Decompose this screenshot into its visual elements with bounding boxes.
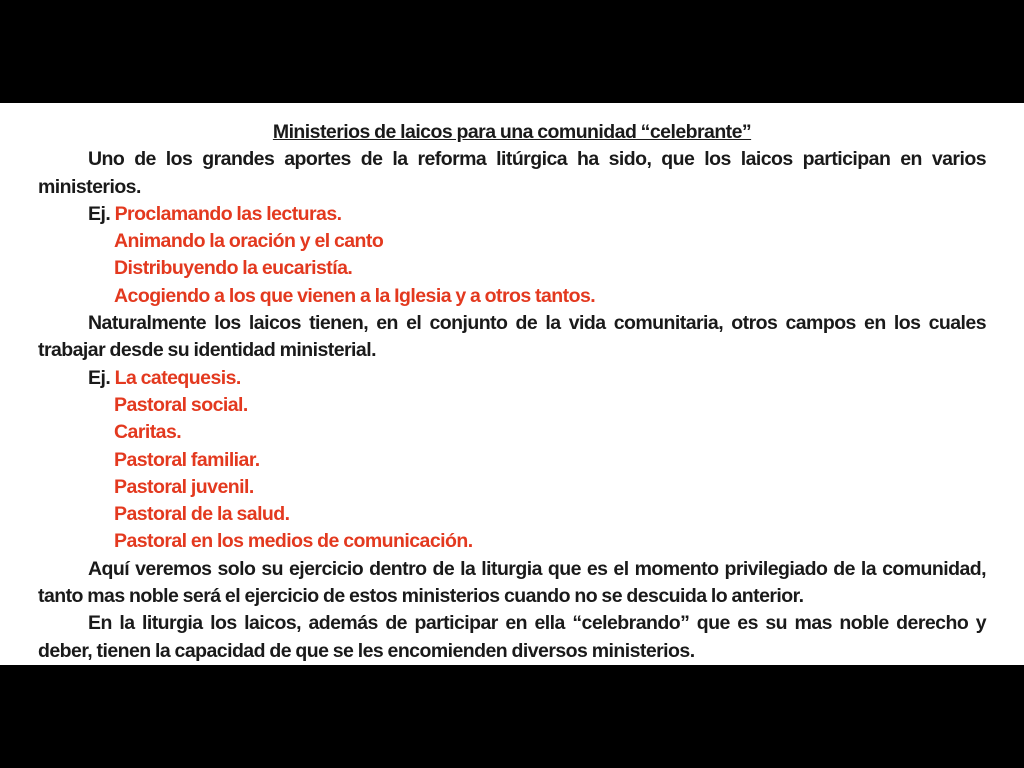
paragraph-intro: Uno de los grandes aportes de la reforma litúrgica ha sido, que los laicos participan en varios ministerios. (38, 148, 986, 198)
slide-page (0, 103, 1024, 665)
example-item: Pastoral social. (114, 393, 248, 416)
example-item: Proclamando las lecturas. (114, 202, 342, 225)
example-item: Pastoral en los medios de comunicación. (114, 530, 473, 553)
example-item: Pastoral de la salud. (114, 503, 290, 526)
paragraph-other-fields: Naturalmente los laicos tienen, en el conjunto de la vida comunitaria, otros campos en los cuales trabajar desde su identidad ministerial. (38, 312, 986, 362)
example-item: Animando la oración y el canto (114, 230, 384, 253)
example-line-2 (38, 365, 986, 392)
paragraph-ministries: En la liturgia los laicos, además de participar en ella “celebrando” que es su mas noble derecho y deber, tienen la capacidad de que se les encomienden diversos ministerios. (38, 612, 986, 662)
paragraph-liturgy: Aquí veremos solo su ejercicio dentro de la liturgia que es el momento privilegiado de la comunidad, tanto mas noble será el ejercicio de estos ministerios cuando no se descuida lo anterior. (38, 557, 986, 608)
example-lead: Ej. (88, 366, 111, 389)
example-item: Acogiendo a los que vienen a la Iglesia y a otros tantos. (114, 284, 596, 307)
example-item: Pastoral familiar. (114, 448, 260, 471)
example-lead: Ej. (88, 202, 111, 225)
example-line-1 (38, 201, 986, 228)
example-item: Caritas. (114, 421, 182, 444)
slide-title: Ministerios de laicos para una comunidad “celebrante” (272, 121, 752, 143)
example-item: La catequesis. (114, 366, 241, 389)
example-item: Pastoral juvenil. (114, 475, 254, 498)
example-item: Distribuyendo la eucaristía. (114, 257, 353, 280)
